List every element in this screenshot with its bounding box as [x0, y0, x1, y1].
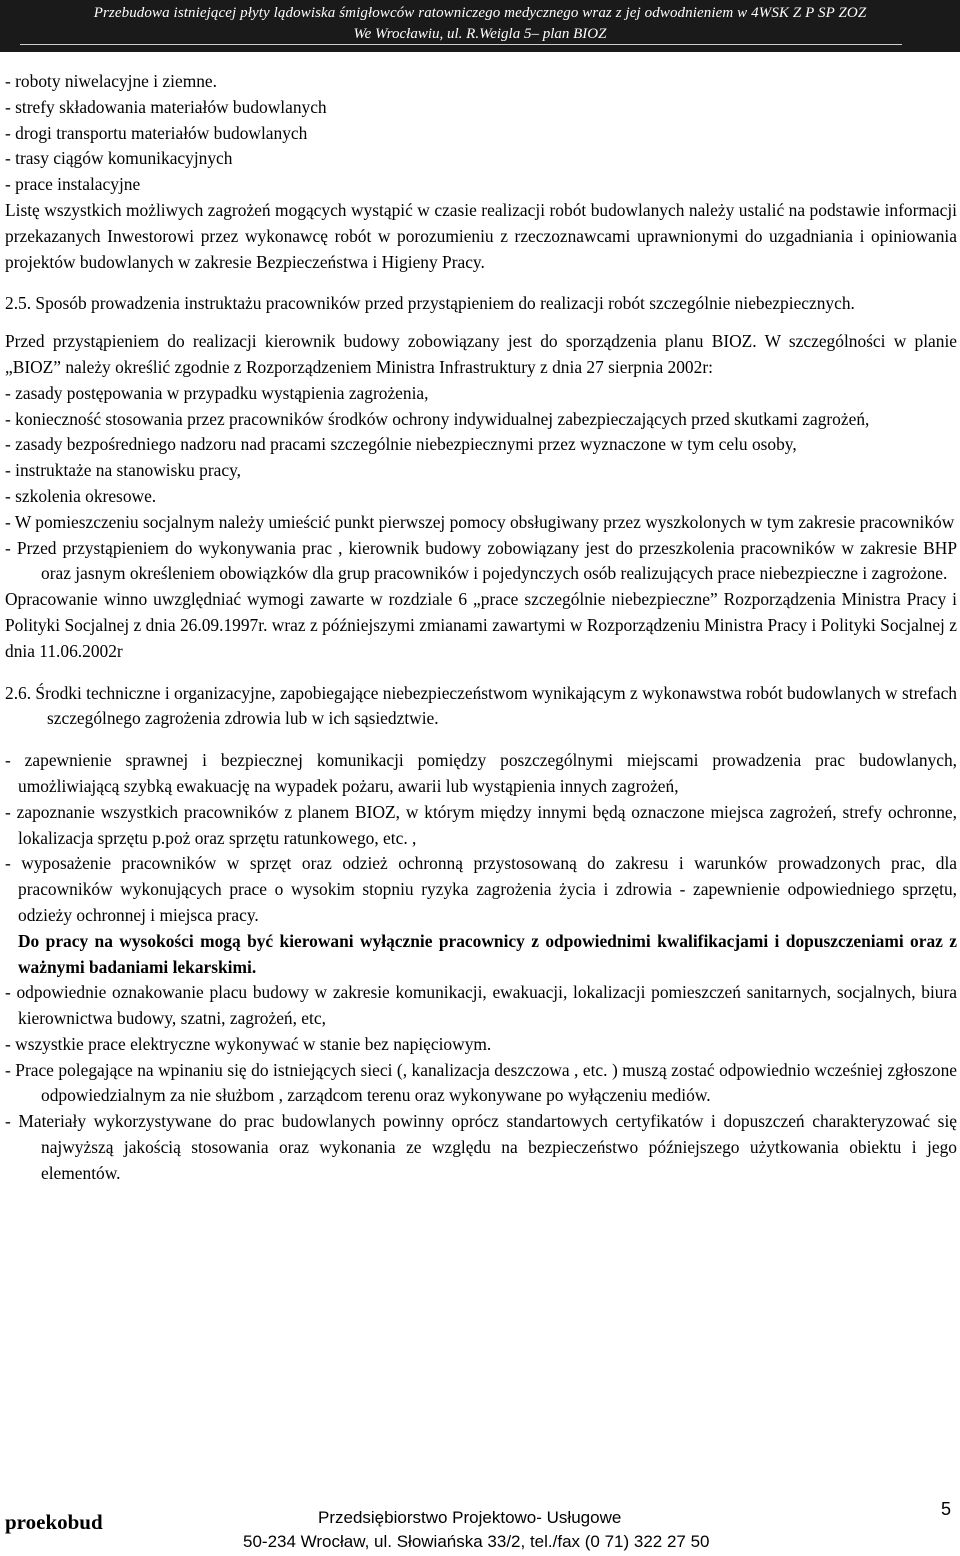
footer-address: 50-234 Wrocław, ul. Słowiańska 33/2, tel./fax (0 71) 322 27 50 [243, 1532, 710, 1551]
list-item: - zapewnienie sprawnej i bezpiecznej komunikacji pomiędzy poszczególnymi miejscami prowadzenia prac budowlanych, umożliwiającą szybką ewakuację na wypadek pożaru, awarii lub wystąpienia innych zagrożeń, [5, 750, 957, 796]
list-item: - strefy składowania materiałów budowlanych [5, 96, 327, 117]
header-title-line1: Przebudowa istniejącej płyty lądowiska śmigłowców ratowniczego medycznego wraz z jej odwodnieniem w 4WSK Z P SP ZOZ [93, 5, 867, 21]
paragraph-hazard-list: Listę wszystkich możliwych zagrożeń mogących wystąpić w czasie realizacji robót budowlanych należy ustalić na podstawie informacji przekazanych Inwestorowi przez wykonawcę robót w porozumieniu z rzeczoznawcami uprawnionymi do uzgadniania i opiniowania projektów budowlanych w zakresie Bezpieczeństwa i Higieny Pracy. [5, 199, 957, 272]
header-title-line2: We Wrocławiu, ul. R.Weigla 5– plan BIOZ [353, 26, 607, 42]
list-item: - Przed przystąpieniem do wykonywania prac , kierownik budowy zobowiązany jest do przeszkolenia pracowników w zakresie BHP oraz jasnym określeniem obowiązków dla grup pracowników i pojedynczych osób realizujących prace niebezpieczne i zagrożone. [5, 537, 957, 584]
list-item: - roboty niwelacyjne i ziemne. [5, 71, 217, 91]
document-body [5, 69, 957, 1187]
list-item: - konieczność stosowania przez pracowników środków ochrony indywidualnej zabezpieczających przed skutkami zagrożeń, [5, 408, 870, 429]
header-rule [20, 44, 902, 45]
list-item: - trasy ciągów komunikacyjnych [5, 148, 233, 169]
list-item: - prace instalacyjne [5, 174, 141, 195]
footer-brand: proekobud [5, 1510, 103, 1534]
page-number: 5 [941, 1499, 952, 1519]
section-heading-2-5: 2.5. Sposób prowadzenia instruktażu pracowników przed przystąpieniem do realizacji robót szczególnie niebezpiecznych. [5, 293, 855, 314]
paragraph-bioz: Przed przystąpieniem do realizacji kierownik budowy zobowiązany jest do sporządzenia planu BIOZ. W szczególności w planie „BIOZ” należy określić zgodnie z Rozporządzeniem Ministra Infrastruktury z dnia 27 sierpnia 2002r: [5, 331, 957, 377]
list-item: - zasady bezpośredniego nadzoru nad pracami szczególnie niebezpiecznymi przez wyznaczone w tym celu osoby, [5, 434, 797, 455]
list-item: - wszystkie prace elektryczne wykonywać w stanie bez napięciowym. [5, 1033, 492, 1054]
list-item: - Prace polegające na wpinaniu się do istniejących sieci (, kanalizacja deszczowa , etc. ) muszą zostać odpowiednio wcześniej zgłoszone odpowiedzialnym za nie służbom , zarządcom terenu oraz wykonywane po wyłączeniu mediów. [5, 1059, 957, 1106]
page-header [0, 0, 960, 52]
list-item: - zasady postępowania w przypadku wystąpienia zagrożenia, [5, 382, 429, 403]
list-item: - instruktaże na stanowisku pracy, [5, 460, 241, 481]
list-item: - szkolenia okresowe. [5, 485, 157, 506]
list-item: - drogi transportu materiałów budowlanych [5, 122, 308, 143]
bold-notice: Do pracy na wysokości mogą być kierowani wyłącznie pracownicy z odpowiednimi kwalifikacjami i dopuszczeniami oraz z ważnymi badaniami lekarskimi. [18, 930, 957, 977]
footer-company: Przedsiębiorstwo Projektowo- Usługowe [318, 1508, 622, 1527]
page-footer [0, 1496, 960, 1556]
list-item: - W pomieszczeniu socjalnym należy umieścić punkt pierwszej pomocy obsługiwany przez wyszkolonych w tym zakresie pracowników [5, 511, 955, 532]
list-item: - odpowiednie oznakowanie placu budowy w zakresie komunikacji, ewakuacji, lokalizacji pomieszczeń sanitarnych, socjalnych, biura kierownictwa budowy, szatni, zagrożeń, etc, [5, 982, 957, 1029]
paragraph-regulation: Opracowanie winno uwzględniać wymogi zawarte w rozdziale 6 „prace szczególnie niebezpieczne” Rozporządzenia Ministra Pracy i Polityki Socjalnej z dnia 26.09.1997r. wraz z późniejszymi zmianami zawartymi w Rozporządzeniu Ministra Pracy i Polityki Socjalnej z dnia 11.06.2002r [5, 589, 957, 661]
list-item: - wyposażenie pracowników w sprzęt oraz odzież ochronną przystosowaną do zakresu i warunków prowadzonych prac, dla pracowników wykonujących prace o wysokim stopniu ryzyka zagrożenia życia i zdrowia - zapewnienie odpowiedniego sprzętu, odzieży ochronnej i miejsca pracy. [5, 853, 957, 925]
list-item: - zapoznanie wszystkich pracowników z planem BIOZ, w którym między innymi będą oznaczone miejsca zagrożeń, strefy ochronne, lokalizacja sprzętu p.poż oraz sprzętu ratunkowego, etc. , [5, 801, 957, 848]
section-heading-2-6: 2.6. Środki techniczne i organizacyjne, zapobiegające niebezpieczeństwom wynikającym z wykonawstwa robót budowlanych w strefach szczególnego zagrożenia zdrowia lub w ich sąsiedztwie. [5, 682, 957, 729]
list-item: - Materiały wykorzystywane do prac budowlanych powinny oprócz standartowych certyfikatów i dopuszczeń charakteryzować się najwyższą jakością stosowania oraz wykonania ze względu na bezpieczeństwo późniejszego użytkowania obiektu i jego elementów. [5, 1111, 957, 1183]
